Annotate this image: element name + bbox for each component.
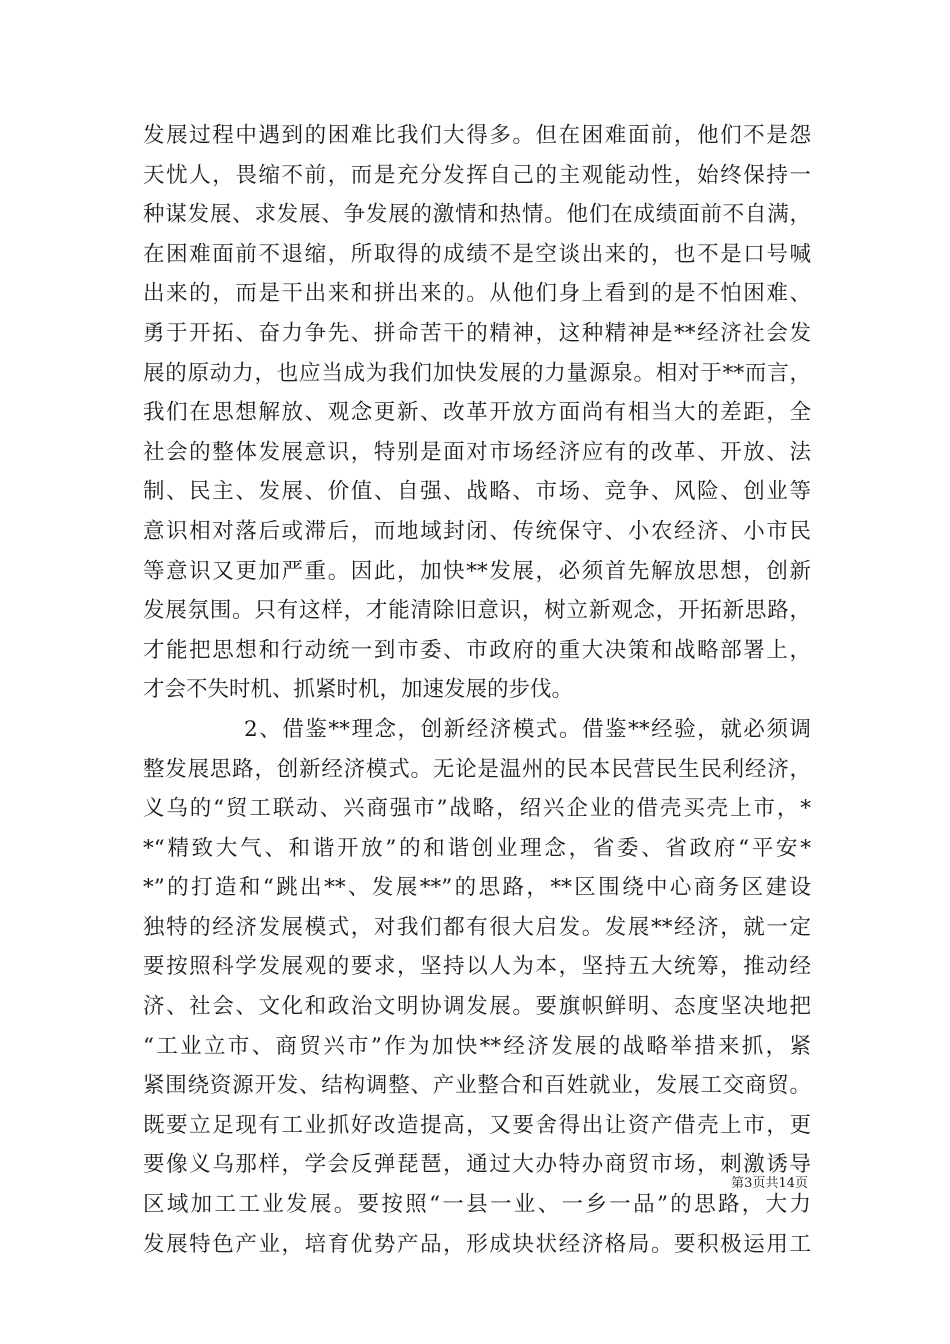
paragraph-end-line: 才会不失时机、抓紧时机，加速发展的步伐。	[143, 677, 574, 703]
text-line: 我们在思想解放、观念更新、改革开放方面尚有相当大的差距，全	[143, 400, 811, 426]
text-line: 勇于开拓、奋力争先、拼命苦干的精神，这种精神是**经济社会发	[143, 320, 811, 346]
text-line: 制、民主、发展、价值、自强、战略、市场、竞争、风险、创业等	[143, 479, 811, 505]
text-line: 天忧人，畏缩不前，而是充分发挥自己的主观能动性，始终保持一	[143, 162, 811, 188]
text-line: *“精致大气、和谐开放”的和谐创业理念，省委、省政府“平安*	[143, 835, 811, 861]
text-line: 独特的经济发展模式，对我们都有很大启发。发展**经济，就一定	[143, 914, 811, 940]
text-line: 意识相对落后或滞后，而地域封闭、传统保守、小农经济、小市民	[143, 518, 811, 544]
text-line: 既要立足现有工业抓好改造提高，又要舍得出让资产借壳上市，更	[143, 1112, 811, 1138]
body-text	[143, 116, 811, 1264]
text-line: 整发展思路，创新经济模式。无论是温州的民本民营民生民利经济，	[143, 756, 811, 782]
text-line: 出来的，而是干出来和拼出来的。从他们身上看到的是不怕困难、	[143, 281, 811, 307]
text-line: 要按照科学发展观的要求，坚持以人为本，坚持五大统筹，推动经	[143, 954, 811, 980]
text-line: 在困难面前不退缩，所取得的成绩不是空谈出来的，也不是口号喊	[143, 241, 811, 267]
text-line: 济、社会、文化和政治文明协调发展。要旗帜鲜明、态度坚决地把	[143, 994, 811, 1020]
text-line: 发展特色产业，培育优势产品，形成块状经济格局。要积极运用工	[143, 1231, 811, 1257]
section-heading-line: 2、借鉴**理念，创新经济模式。借鉴**经验，就必须调	[244, 716, 811, 742]
text-line: 发展氛围。只有这样，才能清除旧意识，树立新观念，开拓新思路，	[143, 598, 811, 624]
page-number-footer: 第3页共14页	[731, 1176, 808, 1191]
text-line: 展的原动力，也应当成为我们加快发展的力量源泉。相对于**而言，	[143, 360, 811, 386]
text-line: “工业立市、商贸兴市”作为加快**经济发展的战略举措来抓，紧	[143, 1033, 811, 1059]
text-line: *”的打造和“跳出**、发展**”的思路，**区围绕中心商务区建设	[143, 875, 811, 901]
text-line: 等意识又更加严重。因此，加快**发展，必须首先解放思想，创新	[143, 558, 811, 584]
text-line: 紧围绕资源开发、结构调整、产业整合和百姓就业，发展工交商贸。	[143, 1073, 811, 1099]
text-line: 区域加工工业发展。要按照“一县一业、一乡一品”的思路，大力	[143, 1192, 811, 1218]
text-line: 要像义乌那样，学会反弹琵琶，通过大办特办商贸市场，刺激诱导	[143, 1152, 811, 1178]
text-line: 发展过程中遇到的困难比我们大得多。但在困难面前，他们不是怨	[143, 123, 811, 148]
text-line: 义乌的“贸工联动、兴商强市”战略，绍兴企业的借壳买壳上市，*	[143, 796, 811, 822]
text-line: 才能把思想和行动统一到市委、市政府的重大决策和战略部署上，	[143, 637, 811, 663]
text-line: 社会的整体发展意识，特别是面对市场经济应有的改革、开放、法	[143, 439, 811, 465]
text-line: 种谋发展、求发展、争发展的激情和热情。他们在成绩面前不自满，	[143, 202, 811, 228]
